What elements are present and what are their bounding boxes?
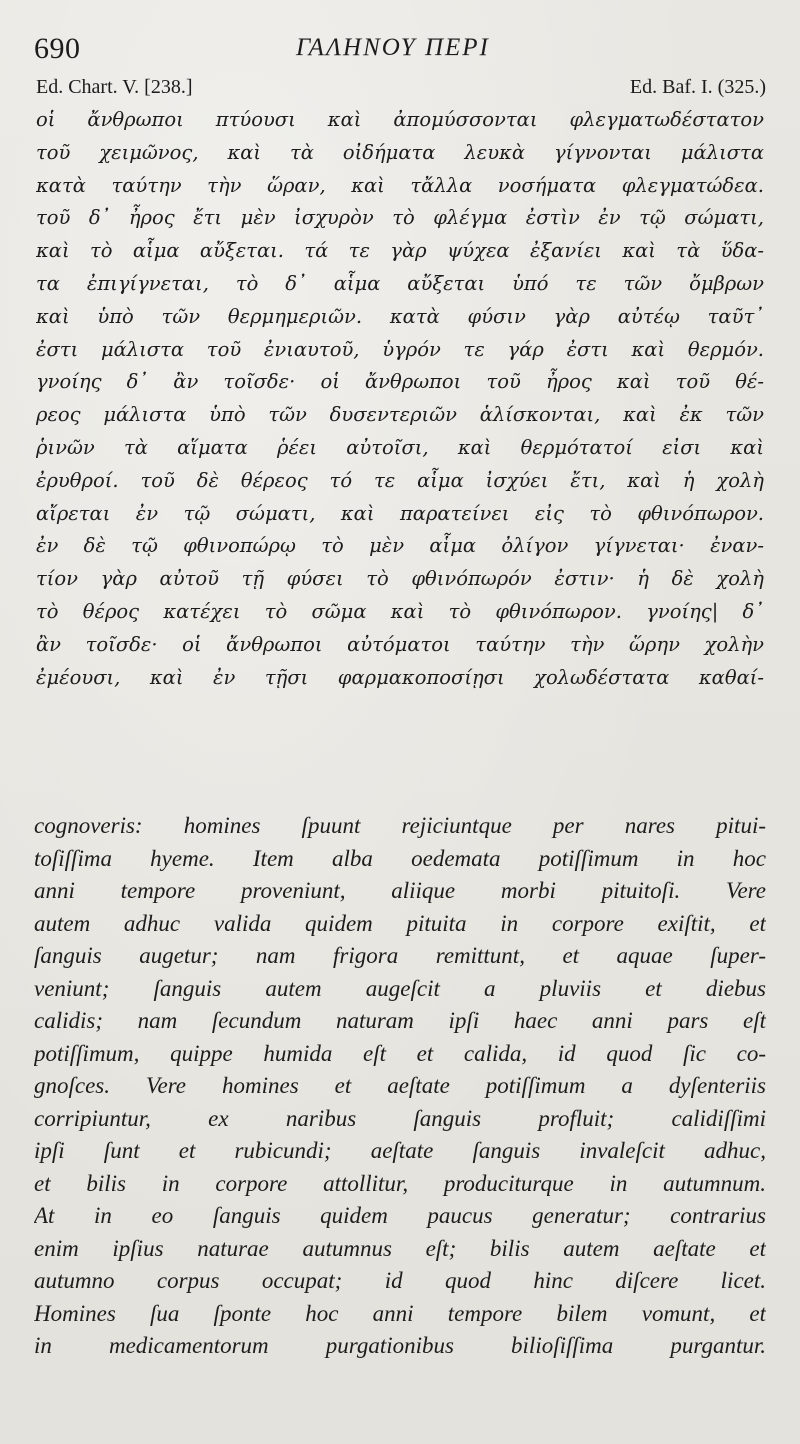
latin-text-line: toſiſſima hyeme. Item alba oedemata potiſſimum in hoc [34,845,766,871]
greek-text-line: καὶ τὸ αἷμα αὔξεται. τά τε γὰρ ψύχεα ἐξανίει καὶ τὰ ὕδα- [36,239,764,263]
greek-text-line: ἐν δὲ τῷ φθινοπώρῳ τὸ μὲν αἷμα ὀλίγον γίγνεται· ἐναν- [36,534,764,558]
greek-text-block [36,104,764,694]
greek-text-line: τὸ θέρος κατέχει τὸ σῶμα καὶ τὸ φθινόπωρον. γνοίης| δ᾽ [36,599,764,623]
greek-text-line: γνοίης δ᾽ ἂν τοῖσδε· οἱ ἄνθρωποι τοῦ ἦρος καὶ τοῦ θέ- [36,370,764,394]
latin-text-line: autem adhuc valida quidem pituita in corpore exiſtit, et [34,910,766,936]
latin-text-line: anni tempore proveniunt, aliique morbi pituitoſi. Vere [34,878,766,903]
greek-text-line: ῥινῶν τὰ αἵματα ῥέει αὐτοῖσι, καὶ θερμότατοί εἰσι καὶ [36,435,764,459]
edition-basel-reference: Ed. Baf. I. (325.) [629,76,766,98]
latin-text-line: corripiuntur, ex naribus ſanguis profluit; calidiſſimi [34,1105,766,1131]
greek-text-line: τοῦ χειμῶνος, καὶ τὰ οἰδήματα λευκὰ γίγνονται μάλιστα [36,140,764,164]
latin-text-line: autumno corpus occupat; id quod hinc diſcere licet. [34,1268,766,1293]
latin-text-line: Homines ſua ſponte hoc anni tempore bilem vomunt, et [34,1300,766,1326]
greek-text-line: οἱ ἄνθρωποι πτύουσι καὶ ἀπομύσσονται φλεγματωδέστατον [36,108,764,131]
latin-text-line: gnoſces. Vere homines et aeſtate potiſſimum a dyſenteriis [34,1073,766,1098]
greek-text-line: αἴρεται ἐν τῷ σώματι, καὶ παρατείνει εἰς τὸ φθινόπωρον. [36,501,764,525]
running-title: ΓΑΛΗΝΟΥ ΠΕΡΙ [296,34,490,61]
greek-text-line: τα ἐπιγίγνεται, τὸ δ᾽ αἷμα αὔξεται ὑπό τε τῶν ὄμβρων [36,271,764,295]
greek-text-line: καὶ ὑπὸ τῶν θερμημεριῶν. κατὰ φύσιν γὰρ αὐτέῳ ταῦτ᾽ [36,304,764,328]
latin-text-line: ſanguis augetur; nam frigora remittunt, et aquae ſuper- [34,943,766,968]
latin-text-line: veniunt; ſanguis autem augeſcit a pluviis et diebus [34,975,766,1001]
latin-text-line: in medicamentorum purgationibus bilioſiſſima purgantur. [34,1333,766,1358]
latin-text-line: calidis; nam ſecundum naturam ipſi haec anni pars eſt [34,1008,766,1033]
latin-text-line: potiſſimum, quippe humida eſt et calida, id quod ſic co- [34,1040,766,1066]
latin-translation-block [34,810,766,1363]
greek-text-line: ἐμέουσι, καὶ ἐν τῇσι φαρμακοποσίῃσι χολωδέστατα καθαί- [36,665,764,689]
greek-text-line: ἂν τοῖσδε· οἱ ἄνθρωποι αὐτόματοι ταύτην τὴν ὥρην χολὴν [36,632,764,656]
latin-text-line: ipſi ſunt et rubicundi; aeſtate ſanguis invaleſcit adhuc, [34,1138,766,1163]
latin-text-line: At in eo ſanguis quidem paucus generatur; contrarius [34,1203,766,1228]
greek-text-line: τοῦ δ᾽ ἦρος ἔτι μὲν ἰσχυρὸν τὸ φλέγμα ἐστὶν ἐν τῷ σώματι, [36,206,764,230]
greek-text-line: ἐστι μάλιστα τοῦ ἐνιαυτοῦ, ὑγρόν τε γάρ ἐστι καὶ θερμόν. [36,337,764,361]
edition-reference-line [36,76,766,102]
greek-text-line: κατὰ ταύτην τὴν ὥραν, καὶ τἄλλα νοσήματα φλεγματώδεα. [36,173,764,197]
running-head [34,30,766,64]
latin-text-line: et bilis in corpore attollitur, produciturque in autumnum. [34,1170,766,1196]
greek-text-line: ρεος μάλιστα ὑπὸ τῶν δυσεντεριῶν ἁλίσκονται, καὶ ἐκ τῶν [36,403,764,427]
page-number: 690 [34,32,81,65]
greek-text-line: ἐρυθροί. τοῦ δὲ θέρεος τό τε αἷμα ἰσχύει ἔτι, καὶ ἡ χολὴ [36,468,764,492]
latin-text-line: cognoveris: homines ſpuunt rejiciuntque per nares pitui- [34,813,766,838]
latin-text-line: enim ipſius naturae autumnus eſt; bilis autem aeſtate et [34,1235,766,1261]
edition-chartier-reference: Ed. Chart. V. [238.] [36,76,193,98]
greek-text-line: τίον γὰρ αὐτοῦ τῇ φύσει τὸ φθινόπωρόν ἐστιν· ἡ δὲ χολὴ [36,567,764,591]
